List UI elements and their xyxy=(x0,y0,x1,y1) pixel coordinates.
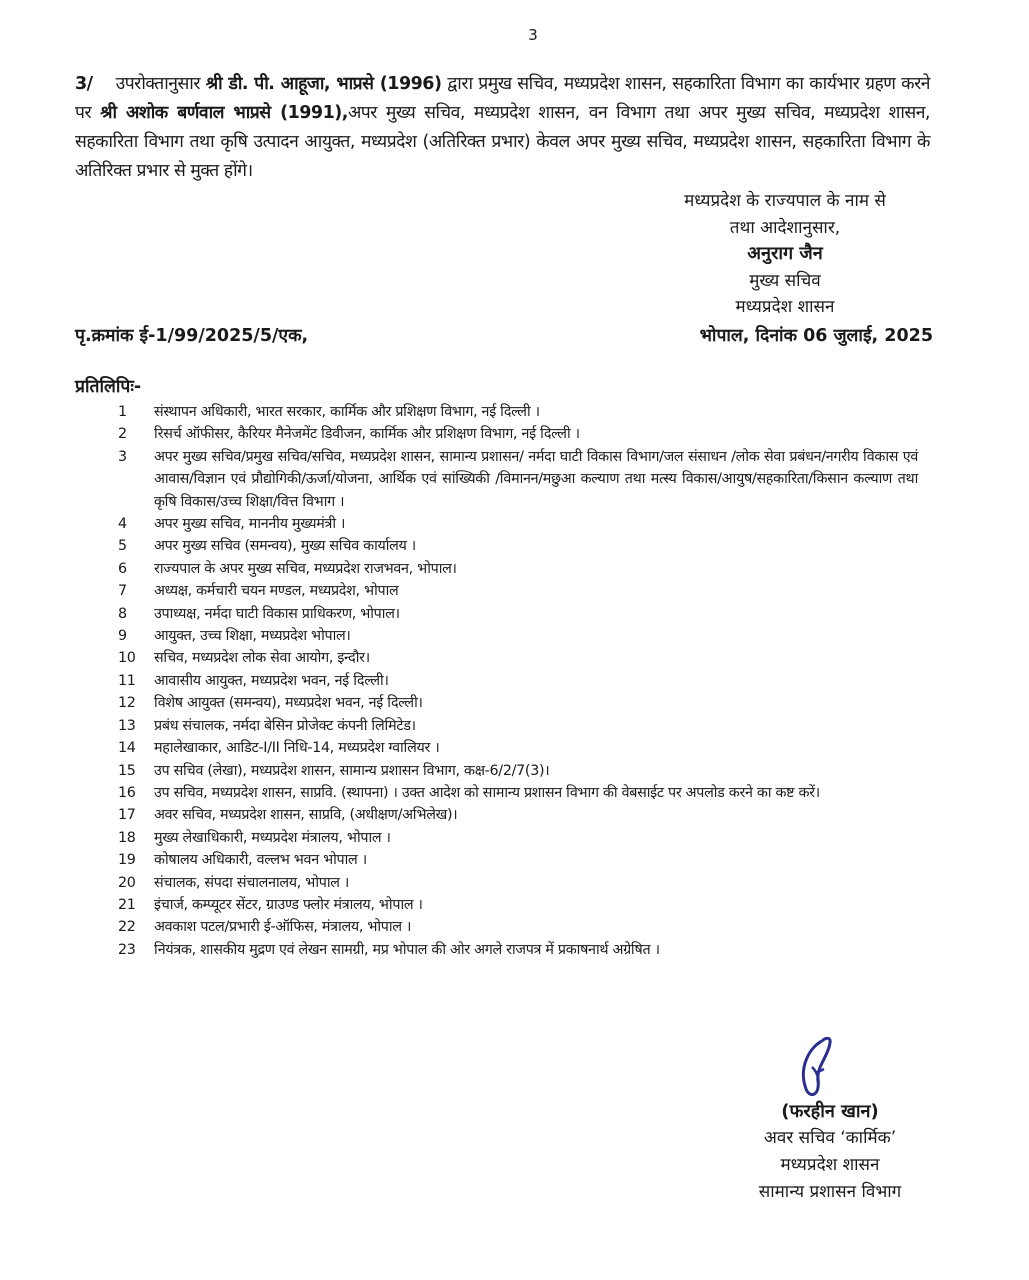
authority-line-2: तथा आदेशानुसार, xyxy=(729,217,841,238)
paragraph-bold-2: श्री अशोक बर्णवाल भाप्रसे (1991), xyxy=(100,103,348,123)
copy-list-item-text: इंचार्ज, कम्प्यूटर सेंटर, ग्राउण्ड फ्लोर मंत्रालय, भोपाल । xyxy=(154,896,423,913)
copy-list-item-number: 14 xyxy=(118,740,136,757)
copy-list-item xyxy=(118,423,918,445)
copy-list-item-number: 18 xyxy=(118,829,136,846)
copy-list-item-number: 2 xyxy=(118,426,127,443)
copy-list-item-number: 13 xyxy=(118,717,136,734)
paragraph-bold-1: श्री डी. पी. आहूजा, भाप्रसे (1996) xyxy=(205,74,442,94)
paragraph-text-2: द्वारा प्रमुख सचिव, मध्यप्रदेश शासन, सहकारिता विभाग का कार्यभार ग्रहण करने पर xyxy=(75,74,930,123)
signatory2-designation: अवर सचिव ‘कार्मिक’ xyxy=(763,1128,897,1148)
copy-list-item xyxy=(118,782,918,804)
copy-list-item-text: अपर मुख्य सचिव/प्रमुख सचिव/सचिव, मध्यप्रदेश शासन, सामान्य प्रशासन/ नर्मदा घाटी विकास विभाग/जल संसाधन /लोक सेवा प्रबंधन/नगरीय विकास एवं आवास/विज्ञान एवं प्रौद्योगिकी/ऊर्जा/योजना, आर्थिक एवं सांख्यिकी /विमानन/मछुआ कल्याण तथा मत्स्य विकास/आयुष/सहकारिता/किसान कल्याण तथा कृषि विकास/उच्च शिक्षा/वित्त विभाग । xyxy=(154,448,918,510)
copy-list-item-number: 20 xyxy=(118,874,136,891)
copy-list-item-text: संस्थापन अधिकारी, भारत सरकार, कार्मिक और प्रशिक्षण विभाग, नई दिल्ली । xyxy=(154,404,540,420)
page-number: 3 xyxy=(528,26,538,44)
signatory-name: अनुराग जैन xyxy=(747,243,823,264)
copy-list-item-text: आवासीय आयुक्त, मध्यप्रदेश भवन, नई दिल्ली। xyxy=(154,672,389,689)
copy-list-item-text: संचालक, संपदा संचालनालय, भोपाल । xyxy=(154,874,350,891)
copy-list-item-number: 17 xyxy=(118,807,136,824)
copy-list-item-number: 19 xyxy=(118,852,136,869)
signatory2-department: सामान्य प्रशासन विभाग xyxy=(758,1182,902,1202)
copy-list-item-number: 11 xyxy=(118,672,136,689)
copy-list-item-number: 3 xyxy=(118,448,127,465)
copy-list-item-text: मुख्य लेखाधिकारी, मध्यप्रदेश मंत्रालय, भोपाल । xyxy=(154,829,391,846)
order-paragraph xyxy=(75,70,930,186)
copy-list-item xyxy=(118,446,918,513)
copy-list-item-text: अपर मुख्य सचिव, माननीय मुख्यमंत्री । xyxy=(154,516,346,533)
copy-list-item-text: कोषालय अधिकारी, वल्लभ भवन भोपाल । xyxy=(154,852,367,869)
copy-list-item-text: राज्यपाल के अपर मुख्य सचिव, मध्यप्रदेश राजभवन, भोपाल। xyxy=(154,560,457,577)
copy-heading: प्रतिलिपिः- xyxy=(75,377,142,397)
copy-list-item-text: आयुक्त, उच्च शिक्षा, मध्यप्रदेश भोपाल। xyxy=(154,628,351,645)
under-secretary-signature-block xyxy=(700,1098,960,1206)
copy-list-item-text: उप सचिव (लेखा), मध्यप्रदेश शासन, सामान्य प्रशासन विभाग, कक्ष-6/2/7(3)। xyxy=(154,762,550,779)
copy-list-item xyxy=(118,692,918,714)
copy-list xyxy=(118,401,918,961)
copy-list-item-number: 15 xyxy=(118,762,136,779)
copy-list-item xyxy=(118,603,918,625)
copy-list-item-text: सचिव, मध्यप्रदेश लोक सेवा आयोग, इन्दौर। xyxy=(154,650,370,667)
copy-list-item-number: 12 xyxy=(118,695,136,712)
copy-list-item xyxy=(118,513,918,535)
signatory2-name: (फरहीन खान) xyxy=(781,1101,879,1122)
copy-list-item xyxy=(118,894,918,916)
copy-list-item xyxy=(118,849,918,871)
copy-list-item-text: उप सचिव, मध्यप्रदेश शासन, साप्रवि. (स्थापना) । उक्त आदेश को सामान्य प्रशासन विभाग की वेबसाईट पर अपलोड करने का कष्ट करें। xyxy=(154,784,820,801)
copy-list-item xyxy=(118,827,918,849)
copy-list-item xyxy=(118,916,918,938)
copy-list-item-number: 16 xyxy=(118,784,136,801)
copy-list-item-text: महालेखाकार, आडिट-I/II निधि-14, मध्यप्रदेश ग्वालियर । xyxy=(154,740,440,757)
copy-list-item-number: 4 xyxy=(118,516,127,533)
copy-list-item-number: 7 xyxy=(118,583,127,600)
chief-secretary-signature-block xyxy=(600,188,970,321)
copy-list-item xyxy=(118,872,918,894)
copy-list-item-number: 9 xyxy=(118,628,127,645)
copy-list-item-text: विशेष आयुक्त (समन्वय), मध्यप्रदेश भवन, नई दिल्ली। xyxy=(154,695,423,712)
copy-list-item xyxy=(118,535,918,557)
copy-list-item-number: 1 xyxy=(118,404,127,420)
copy-list-item-number: 8 xyxy=(118,605,127,622)
paragraph-number: 3/ xyxy=(75,74,93,94)
copy-list-item-text: प्रबंध संचालक, नर्मदा बेसिन प्रोजेक्ट कंपनी लिमिटेड। xyxy=(154,717,416,734)
copy-list-item xyxy=(118,401,918,423)
copy-list-item xyxy=(118,804,918,826)
copy-list-item-text: नियंत्रक, शासकीय मुद्रण एवं लेखन सामग्री, मप्र भोपाल की ओर अगले राजपत्र में प्रकाषनार्थ अग्रेषित । xyxy=(154,941,660,958)
paragraph-text-1: उपरोक्तानुसार xyxy=(115,74,206,94)
copy-list-item-text: अपर मुख्य सचिव (समन्वय), मुख्य सचिव कार्यालय । xyxy=(154,538,416,555)
copy-list-item-text: उपाध्यक्ष, नर्मदा घाटी विकास प्राधिकरण, भोपाल। xyxy=(154,605,400,622)
copy-list-item-number: 6 xyxy=(118,560,127,577)
copy-list-item-text: रिसर्च ऑफीसर, कैरियर मैनेजमेंट डिवीजन, कार्मिक और प्रशिक्षण विभाग, नई दिल्ली । xyxy=(154,426,580,443)
copy-list-item xyxy=(118,580,918,602)
signatory-designation: मुख्य सचिव xyxy=(749,270,821,291)
copy-list-item-text: अवर सचिव, मध्यप्रदेश शासन, साप्रवि, (अधीक्षण/अभिलेख)। xyxy=(154,807,458,824)
paragraph-text-3: अपर मुख्य सचिव, मध्यप्रदेश शासन, वन विभाग तथा अपर मुख्य सचिव, मध्यप्रदेश शासन, सहकारिता विभाग तथा कृषि उत्पादन आयुक्त, मध्यप्रदेश (अतिरिक्त प्रभार) केवल अपर मुख्य सचिव, मध्यप्रदेश शासन, सहकारिता विभाग के अतिरिक्त प्रभार से मुक्त होंगे। xyxy=(75,103,930,181)
copy-list-item xyxy=(118,715,918,737)
copy-list-item xyxy=(118,939,918,961)
signature-mark xyxy=(792,1037,852,1107)
copy-list-item-number: 23 xyxy=(118,941,136,958)
copy-list-item-text: अवकाश पटल/प्रभारी ई-ऑफिस, मंत्रालय, भोपाल । xyxy=(154,919,412,936)
copy-list-item-number: 21 xyxy=(118,896,136,913)
copy-list-item xyxy=(118,737,918,759)
copy-list-item-text: अध्यक्ष, कर्मचारी चयन मण्डल, मध्यप्रदेश, भोपाल xyxy=(154,583,399,600)
copy-list-item xyxy=(118,558,918,580)
place-date: भोपाल, दिनांक 06 जुलाई, 2025 xyxy=(699,326,933,346)
reference-number: पृ.क्रमांक ई-1/99/2025/5/एक, xyxy=(75,326,309,346)
copy-list-item-number: 5 xyxy=(118,538,127,555)
copy-list-item xyxy=(118,670,918,692)
copy-list-item-number: 22 xyxy=(118,919,136,936)
copy-list-item xyxy=(118,647,918,669)
copy-list-item xyxy=(118,760,918,782)
authority-line-1: मध्यप्रदेश के राज्यपाल के नाम से xyxy=(684,191,886,211)
signatory-office: मध्यप्रदेश शासन xyxy=(735,297,835,317)
signatory2-office: मध्यप्रदेश शासन xyxy=(780,1155,880,1175)
copy-list-item xyxy=(118,625,918,647)
copy-list-item-number: 10 xyxy=(118,650,136,667)
